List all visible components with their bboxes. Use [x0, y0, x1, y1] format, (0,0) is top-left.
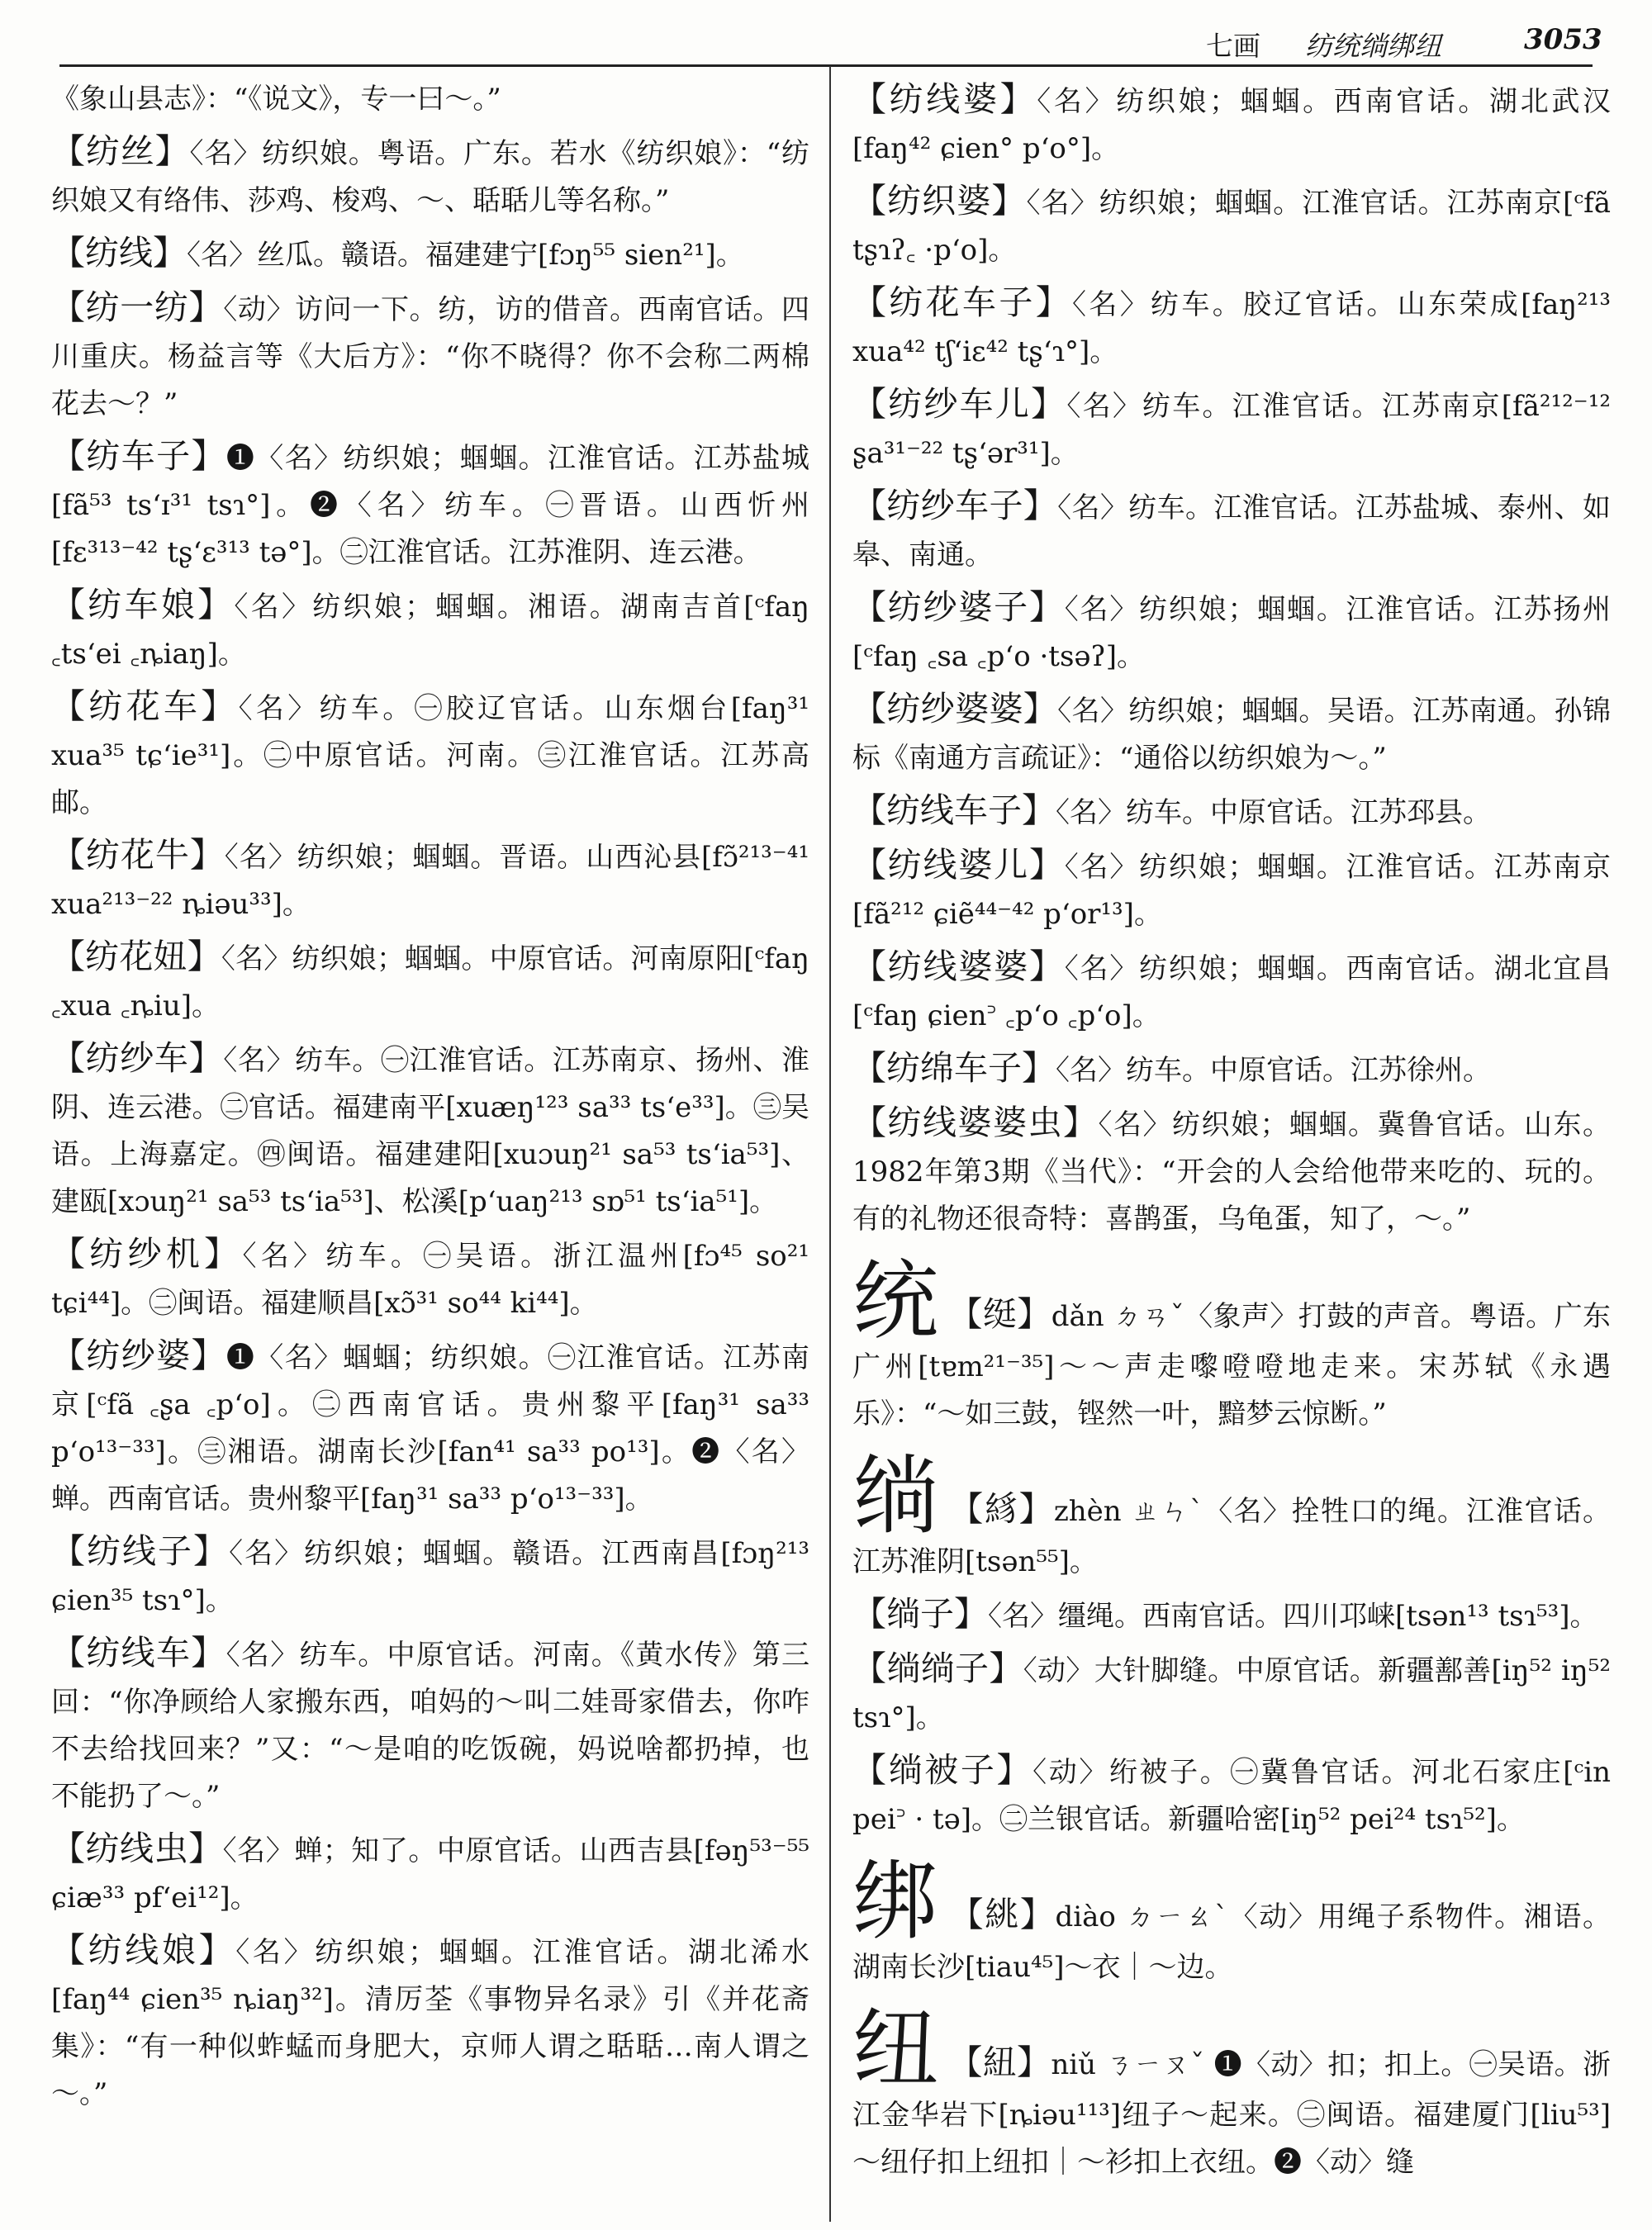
entry-headword: 【纺纱婆婆】: [852, 689, 1058, 728]
dictionary-entry: [852, 482, 1611, 579]
dictionary-entry: [852, 1445, 1611, 1586]
entry-definition: 〈名〉纺织娘；蝈蝈。江淮官话。江苏南京[fã²¹² ɕiẽ⁴⁴⁻⁴² pʻor¹³]。: [852, 851, 1611, 931]
entry-character: 纽: [852, 1999, 939, 2100]
dictionary-entry: [51, 1825, 809, 1922]
dictionary-entry: [852, 178, 1611, 274]
entry-headword: 【纺纱机】: [51, 1234, 243, 1274]
dictionary-entry: [51, 832, 809, 928]
entry-definition: 〈名〉丝瓜。赣语。福建建宁[fɔŋ⁵⁵ sien²¹]。: [187, 239, 744, 272]
section-label: 七画: [1206, 30, 1260, 62]
entry-definition: 〈名〉纺车。㊀吴语。浙江温州[fɔ⁴⁵ so²¹ tɕi⁴⁴]。㊁闽语。福建顺昌[xɔ̃³¹ so⁴⁴ ki⁴⁴]。: [51, 1240, 809, 1320]
entry-headword: 【纺线婆儿】: [852, 845, 1065, 885]
dictionary-entry: [852, 1999, 1611, 2186]
entry-definition: ❶〈名〉蝈蝈；纺织娘。㊀江淮官话。江苏南京[ᶜfã ꜀ʂa ꜀pʻo]。㊁西南官话。贵州黎平[faŋ³¹ sa³³ pʻo¹³⁻³³]。㊂湘语。湖南长沙[fan⁴¹ sa³³ po¹³]。❷〈名〉蝉。西南官话。贵州黎平[faŋ³¹ sa³³ pʻo¹³⁻³³]。: [51, 1341, 809, 1516]
right-column: [852, 76, 1611, 2191]
page-number: 3053: [1524, 23, 1602, 56]
dictionary-entry: [852, 686, 1611, 782]
entry-character: 绱: [852, 1445, 939, 1546]
entry-headword: 【纺丝】: [51, 131, 190, 171]
dictionary-entry: [51, 581, 809, 678]
entry-headword: 【纺绵车子】: [852, 1048, 1056, 1088]
entry-headword: 【纺线婆婆】: [852, 947, 1065, 986]
dictionary-entry: [852, 842, 1611, 938]
entry-definition: 〈名〉缰绳。西南官话。四川邛崃[tsən¹³ tsɿ⁵³]。: [988, 1600, 1598, 1633]
entry-definition: 〈名〉纺织娘；蝈蝈。湘语。湖南吉首[ᶜfaŋ ꜀tsʻei ꜀ȵiaŋ]。: [51, 591, 810, 671]
dictionary-entry: [51, 1231, 809, 1327]
dictionary-entry: [852, 1851, 1611, 1991]
dictionary-entry: [51, 433, 809, 576]
entry-headword: 【纺纱婆】: [51, 1336, 226, 1375]
dictionary-entry: [852, 1591, 1611, 1640]
entry-headword: 【绱被子】: [852, 1750, 1033, 1790]
entry-definition: 〈动〉访问一下。纺，访的借音。西南官话。四川重庆。杨益言等《大后方》：“你不晓得？你不会称二两棉花去～？”: [51, 293, 810, 420]
entry-headword: 【纺车娘】: [51, 585, 235, 624]
entry-definition: 〈名〉纺车。㊀江淮官话。江苏南京、扬州、淮阴、连云港。㊁官话。福建南平[xuæŋ¹²³ sa³³ tsʻe³³]。㊂吴语。上海嘉定。㊃闽语。福建建阳[xuɔuŋ²¹ sa⁵³ tsʻia⁵³]、建瓯[xɔuŋ²¹ sa⁵³ tsʻia⁵³]、松溪[pʻuaŋ²¹³ sɒ⁵¹ tsʻia⁵¹]。: [51, 1044, 810, 1218]
entry-definition: 〈名〉纺车。江淮官话。江苏盐城、泰州、如皋、南通。: [852, 491, 1612, 572]
entry-definition: 〈名〉纺车。中原官话。江苏徐州。: [1056, 1054, 1491, 1087]
dictionary-entry: [852, 943, 1611, 1040]
entry-definition: 〈名〉纺织娘；蝈蝈。西南官话。湖北宜昌[ᶜfaŋ ɕien꜄ ꜀pʻo ꜀pʻo]。: [852, 952, 1611, 1032]
header-rule: [59, 64, 1593, 67]
entry-definition: 〈名〉纺车。中原官话。河南。《黄水传》第三回：“你净顾给人家搬东西，咱妈的～叫二娃哥家借去，你咋不去给找回来？”又：“～是咱的吃饭碗，妈说啥都扔掉，也不能扔了～。”: [51, 1639, 810, 1813]
entry-definition: 〈动〉大针脚缝。中原官话。新疆鄯善[iŋ⁵² iŋ⁵² tsɿ°]。: [852, 1654, 1612, 1734]
dictionary-entry: [51, 230, 809, 279]
entry-headword: 【纺纱车】: [51, 1038, 224, 1078]
entry-definition: 〈名〉纺织娘；蝈蝈。晋语。山西沁县[fɔ̃²¹³⁻⁴¹ xua²¹³⁻²² ȵiəu³³]。: [51, 841, 809, 921]
entry-headword: 【纺线子】: [51, 1531, 230, 1571]
header-chars: 纺统绱绑纽: [1305, 30, 1441, 62]
entry-headword: 【纺线】: [51, 233, 187, 273]
entry-headword: 【纺纱婆子】: [852, 587, 1065, 627]
dictionary-entry: [51, 1927, 809, 2118]
entry-definition: 〈名〉纺织娘。粤语。广东。若水《纺织娘》：“纺织娘又有络伟、莎鸡、梭鸡、～、聒聒儿等名称。”: [51, 137, 809, 217]
entry-headword: 【纺一纺】: [51, 287, 224, 327]
dictionary-entry: [852, 584, 1611, 681]
entry-definition: 〈动〉绗被子。㊀冀鲁官话。河北石家庄[ᶜin pei꜄ · tə]。㊁兰银官话。新疆哈密[iŋ⁵² pei²⁴ tsɿ⁵²]。: [852, 1756, 1612, 1836]
dictionary-entry: [852, 1747, 1611, 1843]
entry-definition: 〈名〉纺车。江淮官话。江苏南京[fã²¹²⁻¹² ʂa³¹⁻²² tʂʻər³¹]。: [852, 390, 1612, 470]
entry-headword: 【𬘩】: [948, 1294, 1051, 1334]
entry-headword: 【纺花妞】: [51, 937, 221, 976]
entry-definition: 〈名〉蝉；知了。中原官话。山西吉县[fəŋ⁵³⁻⁵⁵ ɕiæ³³ pfʻei¹²]。: [51, 1834, 809, 1914]
dictionary-entry: [852, 1645, 1611, 1742]
dictionary-entry: [51, 1035, 809, 1226]
entry-definition: dǎn ㄉㄢˇ〈象声〉打鼓的声音。粤语。广东广州[tɐm²¹⁻³⁵]～～声走嚟噔噔地走来。宋苏轼《永遇乐》：“～如三鼓，铿然一叶，黯梦云惊断。”: [852, 1300, 1611, 1431]
entry-definition: ❶〈名〉纺织娘；蝈蝈。江淮官话。江苏盐城[fã⁵³ tsʻɪ³¹ tsɿ°]。❷〈名〉纺车。㊀晋语。山西忻州[fɛ³¹³⁻⁴² tʂʻɛ³¹³ tə°]。㊁江淮官话。江苏淮阴、连云港。: [51, 442, 809, 569]
dictionary-entry: [51, 933, 809, 1030]
dictionary-entry: [852, 279, 1611, 376]
entry-definition: 〈名〉纺织娘；蝈蝈。赣语。江西南昌[fɔŋ²¹³ ɕien³⁵ tsɿ°]。: [51, 1537, 809, 1617]
dictionary-entry: [852, 1045, 1611, 1094]
dictionary-entry: [852, 1099, 1611, 1243]
entry-headword: 【纺织婆】: [852, 181, 1027, 221]
entry-headword: 【紐】: [948, 2043, 1051, 2082]
entry-headword: 【纺线娘】: [51, 1930, 236, 1970]
entry-headword: 【绱绱子】: [852, 1649, 1023, 1688]
entry-definition: 〈名〉纺织娘；蝈蝈。江淮官话。江苏南京[ᶜfã tʂɿʔ꜀ ·pʻo]。: [852, 187, 1612, 267]
dictionary-entry: [852, 1250, 1611, 1438]
entry-definition: 〈名〉纺织娘；蝈蝈。江淮官话。江苏扬州[ᶜfaŋ ꜀sa ꜀pʻo ·tsəʔ]。: [852, 593, 1611, 673]
entry-definition: 〈名〉纺织娘；蝈蝈。冀鲁官话。山东。1982年第3期《当代》：“开会的人会给他带来吃的、玩的。有的礼物还很奇特：喜鹊蛋，乌龟蛋，知了，～。”: [852, 1108, 1611, 1236]
entry-definition: 〈名〉纺织娘；蝈蝈。吴语。江苏南通。孙锦标《南通方言疏证》：“通俗以纺织娘为～。”: [852, 695, 1612, 775]
entry-headword: 【纺线虫】: [51, 1829, 223, 1868]
entry-definition: 《象山县志》：“《说文》，专一曰～。”: [51, 83, 501, 116]
dictionary-entry: [51, 683, 809, 827]
entry-headword: 【纺花车】: [51, 686, 239, 726]
entry-headword: 【纺纱车子】: [852, 486, 1058, 525]
entry-headword: 【纺线车子】: [852, 790, 1056, 830]
entry-headword: 【纺线车】: [51, 1633, 226, 1672]
entry-headword: 【纺线婆婆虫】: [852, 1103, 1099, 1142]
entry-definition: 〈名〉纺织娘；蝈蝈。西南官话。湖北武汉[faŋ⁴² ɕien° pʻo°]。: [852, 85, 1612, 165]
entry-headword: 【纺纱车儿】: [852, 384, 1067, 424]
dictionary-entry: [852, 787, 1611, 837]
dictionary-entry: [852, 76, 1611, 173]
dictionary-entry: [51, 1630, 809, 1820]
entry-definition: diào ㄉㄧㄠˋ〈动〉用绳子系物件。湘语。湖南长沙[tiau⁴⁵]～衣｜～边。: [852, 1900, 1611, 1984]
dictionary-entry: [51, 1528, 809, 1625]
entry-definition: 〈名〉纺车。中原官话。江苏邳县。: [1056, 796, 1491, 829]
dictionary-entry: [51, 284, 809, 428]
entry-character: 绑: [852, 1851, 939, 1952]
entry-definition: niǔ ㄋㄧㄡˇ ❶〈动〉扣；扣上。㊀吴语。浙江金华岩下[ȵiəu¹¹³]纽子～起来。㊁闽语。福建厦门[liu⁵³]～纽仔扣上纽扣｜～衫扣上衣纽。❷〈动〉缝: [852, 2048, 1611, 2179]
entry-headword: 【絩】: [948, 1895, 1056, 1934]
dictionary-entry: [51, 76, 809, 123]
entry-definition: 〈名〉纺车。胶辽官话。山东荣成[faŋ²¹³ xua⁴² tʃʻiɛ⁴² tʂʻɿ°]。: [852, 288, 1612, 368]
entry-headword: 【纺线婆】: [852, 79, 1037, 119]
dictionary-entry: [51, 1332, 809, 1523]
entry-headword: 【絼】: [948, 1489, 1054, 1529]
page-header: [0, 0, 1652, 64]
entry-headword: 【纺花车子】: [852, 282, 1073, 322]
entry-definition: 〈名〉纺车。㊀胶辽官话。山东烟台[faŋ³¹ xua³⁵ tɕʻie³¹]。㊁中原官话。河南。㊂江淮官话。江苏高邮。: [51, 692, 810, 819]
column-divider: [829, 66, 831, 2222]
entry-definition: 〈名〉纺织娘；蝈蝈。江淮官话。湖北浠水[faŋ⁴⁴ ɕien³⁵ ȵiaŋ³²]。清厉荃《事物异名录》引《并花斋集》：“有一种似蚱蜢而身肥大，京师人谓之聒聒…南人谓之～。”: [51, 1936, 810, 2110]
entry-definition: zhèn ㄓㄣˋ〈名〉拴牲口的绳。江淮官话。江苏淮阴[tsən⁵⁵]。: [852, 1495, 1611, 1578]
entry-character: 统: [852, 1250, 939, 1351]
entry-headword: 【纺花牛】: [51, 835, 225, 875]
entry-headword: 【纺车子】: [51, 436, 226, 476]
left-column: [51, 76, 809, 2123]
dictionary-entry: [852, 381, 1611, 477]
entry-headword: 【绱子】: [852, 1594, 988, 1634]
dictionary-entry: [51, 128, 809, 225]
entry-definition: 〈名〉纺织娘；蝈蝈。中原官话。河南原阳[ᶜfaŋ ꜀xua ꜀ȵiu]。: [51, 942, 810, 1022]
